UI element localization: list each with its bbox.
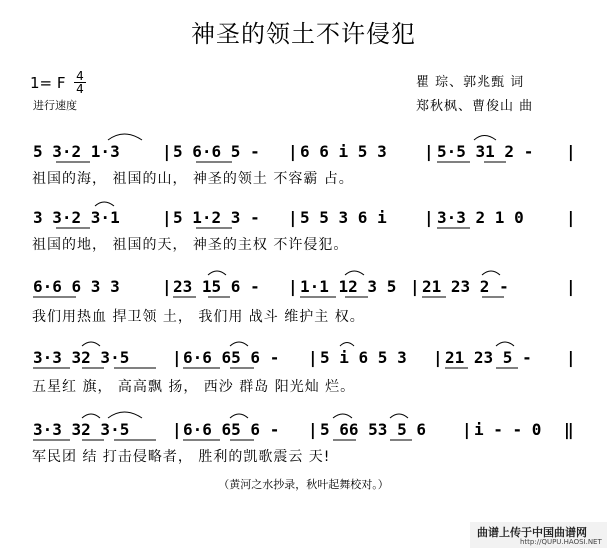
barline: | bbox=[410, 277, 420, 296]
measure: 5 66 53 5 6 bbox=[320, 420, 426, 439]
time-signature-top: 4 bbox=[76, 69, 84, 83]
footer-url[interactable]: http://QUPU.HAOSI.NET bbox=[520, 538, 602, 546]
lyrics-row-4: 五星红 旗， 高高飘 扬， 西沙 群岛 阳光灿 烂。 bbox=[32, 379, 356, 395]
measure: 21 23 5 - bbox=[445, 348, 532, 367]
measure: 3 3·2 3·1 bbox=[33, 208, 120, 227]
final-barline: ‖ bbox=[564, 420, 574, 439]
measure: i - - 0 bbox=[474, 420, 542, 439]
barline: | bbox=[162, 277, 172, 296]
time-signature-bottom: 4 bbox=[76, 82, 84, 96]
barline: | bbox=[172, 348, 182, 367]
footnote: （黄河之水抄录，秋叶起舞校对。） bbox=[218, 478, 389, 491]
slur bbox=[340, 343, 354, 347]
slur bbox=[345, 271, 364, 275]
lyricist-credit: 瞿 琮、郭兆甄 词 bbox=[416, 75, 525, 90]
measure: 6·6 65 6 - bbox=[183, 348, 280, 367]
slur bbox=[333, 414, 352, 418]
barline: | bbox=[288, 142, 298, 161]
barline: | bbox=[566, 348, 576, 367]
composer-credit: 郑秋枫、曹俊山 曲 bbox=[416, 99, 534, 114]
lyrics-row-2: 祖国的地， 祖国的天， 神圣的主权 不许侵犯。 bbox=[32, 237, 349, 253]
tempo-marking: 进行速度 bbox=[33, 99, 77, 112]
measure: 6 6 i 5 3 bbox=[300, 142, 387, 161]
slur bbox=[230, 342, 248, 346]
lyrics-row-1: 祖国的海， 祖国的山， 神圣的领土 不容霸 占。 bbox=[32, 171, 354, 187]
measure: 5 5 3 6 i bbox=[300, 208, 387, 227]
page-title: 神圣的领土不许侵犯 bbox=[191, 20, 416, 48]
slur bbox=[474, 136, 496, 141]
slur bbox=[496, 342, 514, 346]
measure: 6·6 65 6 - bbox=[183, 420, 280, 439]
lyrics-row-5: 军民团 结 打击侵略者， 胜利的凯歌震云 天! bbox=[32, 449, 331, 465]
slur bbox=[482, 271, 500, 275]
barline: | bbox=[308, 420, 318, 439]
barline: | bbox=[288, 277, 298, 296]
barline: | bbox=[462, 420, 472, 439]
slur bbox=[82, 342, 100, 346]
measure: 5·5 31 2 - bbox=[437, 142, 534, 161]
barline: | bbox=[424, 142, 434, 161]
barline: | bbox=[566, 208, 576, 227]
barline: | bbox=[308, 348, 318, 367]
measure: 21 23 2 - bbox=[422, 277, 509, 296]
slur bbox=[95, 202, 114, 206]
slur bbox=[208, 271, 226, 275]
measure: 5 1·2 3 - bbox=[173, 208, 260, 227]
slur bbox=[108, 134, 142, 140]
barline: | bbox=[162, 142, 172, 161]
slur bbox=[108, 412, 142, 418]
slur bbox=[82, 414, 100, 418]
measure: 5 i 6 5 3 bbox=[320, 348, 407, 367]
measure: 3·3 32 3·5 bbox=[33, 420, 130, 439]
lyrics-row-3: 我们用热血 捍卫领 土， 我们用 战斗 维护主 权。 bbox=[32, 309, 365, 325]
barline: | bbox=[424, 208, 434, 227]
measure: 3·3 32 3·5 bbox=[33, 348, 130, 367]
measure: 6·6 6 3 3 bbox=[33, 277, 120, 296]
measure: 5 6·6 5 - bbox=[173, 142, 260, 161]
barline: | bbox=[172, 420, 182, 439]
slur bbox=[230, 414, 248, 418]
barline: | bbox=[566, 142, 576, 161]
footer-site-text: 曲谱上传于中国曲谱网 bbox=[477, 526, 587, 539]
measure: 3·3 2 1 0 bbox=[437, 208, 524, 227]
measure: 23 15 6 - bbox=[173, 277, 260, 296]
barline: | bbox=[433, 348, 443, 367]
barline: | bbox=[566, 277, 576, 296]
measure: 5 3·2 1·3 bbox=[33, 142, 120, 161]
measure: 1·1 12 3 5 bbox=[300, 277, 397, 296]
slur bbox=[390, 414, 408, 418]
barline: | bbox=[162, 208, 172, 227]
key-signature: 1= F bbox=[30, 74, 66, 92]
barline: | bbox=[288, 208, 298, 227]
